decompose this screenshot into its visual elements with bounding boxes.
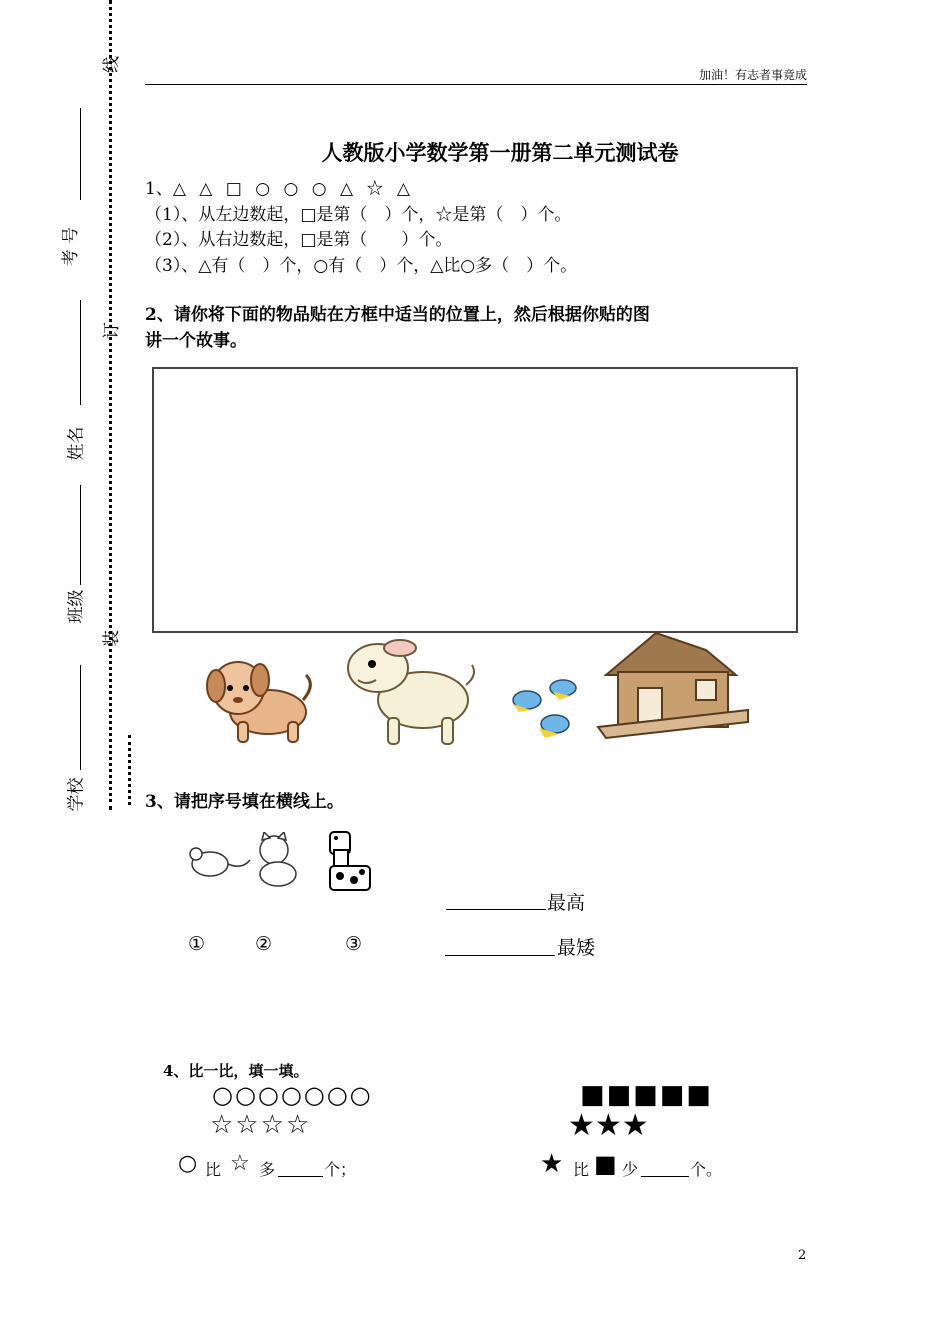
page-number: 2 (798, 1248, 807, 1263)
school-underline (80, 665, 81, 770)
q3-number-3: ③ (345, 933, 363, 955)
cmp-right-star: ★ (540, 1149, 564, 1179)
white-stars-row: ☆☆☆☆ (210, 1110, 312, 1140)
class-underline (80, 485, 81, 585)
q2-prompt-line1: 2、请你将下面的物品贴在方框中适当的位置上，然后根据你贴的图 (145, 305, 650, 325)
name-label: 姓名 (66, 426, 87, 461)
cat-picture (248, 832, 304, 890)
black-stars-row: ★★★ (568, 1108, 649, 1143)
cmp-right-bi: 比 (573, 1160, 590, 1179)
q1-sub2: （2）、从右边数起，□是第（ ）个。 (145, 230, 453, 250)
q3-prompt: 3、请把序号填在横线上。 (145, 792, 344, 812)
white-circles-row: ○○○○○○○ (212, 1081, 373, 1109)
q1-sub3: （3）、△有（ ）个，○有（ ）个，△比○多（ ）个。 (145, 256, 578, 276)
cmp-left-circle: ○ (178, 1151, 198, 1176)
margin-label-zhuang: 装 (102, 630, 122, 647)
q2-prompt-line2: 讲一个故事。 (145, 331, 247, 351)
black-squares-row: ■■■■■ (580, 1080, 713, 1110)
tallest-label: 最高 (547, 892, 586, 914)
cmp-left-bi: 比 (205, 1160, 222, 1179)
birds-sticker[interactable] (505, 672, 585, 744)
mouse-picture (182, 838, 252, 882)
sticker-frame[interactable] (152, 367, 798, 633)
cmp-right-square: ■ (594, 1150, 617, 1178)
student-id-label: 考 号 (61, 226, 82, 267)
puppy-sticker[interactable] (198, 650, 318, 745)
shortest-label: 最矮 (557, 937, 596, 959)
cmp-right-answer-blank[interactable] (641, 1176, 689, 1177)
cmp-left-star: ☆ (230, 1151, 250, 1176)
q3-number-2: ② (255, 933, 273, 955)
q1-sub1: （1）、从左边数起，□是第（ ）个，☆是第（ ）个。 (145, 205, 572, 225)
tallest-answer-blank[interactable] (446, 909, 546, 910)
binding-dotted-line (109, 0, 112, 810)
margin-label-ding: 订 (102, 322, 122, 339)
q4-prompt: 4、比一比，填一填。 (163, 1062, 309, 1080)
header-rule (145, 84, 807, 85)
page-title: 人教版小学数学第一册第二单元测试卷 (321, 140, 679, 165)
giraffe-picture (318, 820, 378, 895)
class-label: 班级 (66, 589, 87, 624)
cmp-right-shao: 少 (622, 1160, 639, 1179)
cmp-right-ge: 个。 (690, 1160, 723, 1179)
cmp-left-duo: 多 (259, 1160, 276, 1179)
shortest-answer-blank[interactable] (445, 955, 555, 956)
q1-shape-row: 1、△ △ □ ○ ○ ○ △ ☆ △ (145, 179, 410, 199)
q3-number-1: ① (188, 933, 206, 955)
doghouse-sticker[interactable] (596, 630, 751, 740)
header-motto: 加油！有志者事竟成 (698, 68, 807, 82)
name-underline (80, 300, 81, 405)
school-label: 学校 (66, 777, 87, 812)
margin-label-xian: 线 (102, 56, 122, 73)
cmp-left-ge: 个； (324, 1160, 357, 1179)
cmp-left-answer-blank[interactable] (278, 1176, 323, 1177)
binding-dotted-line-short (128, 735, 131, 805)
lamb-sticker[interactable] (338, 630, 483, 748)
